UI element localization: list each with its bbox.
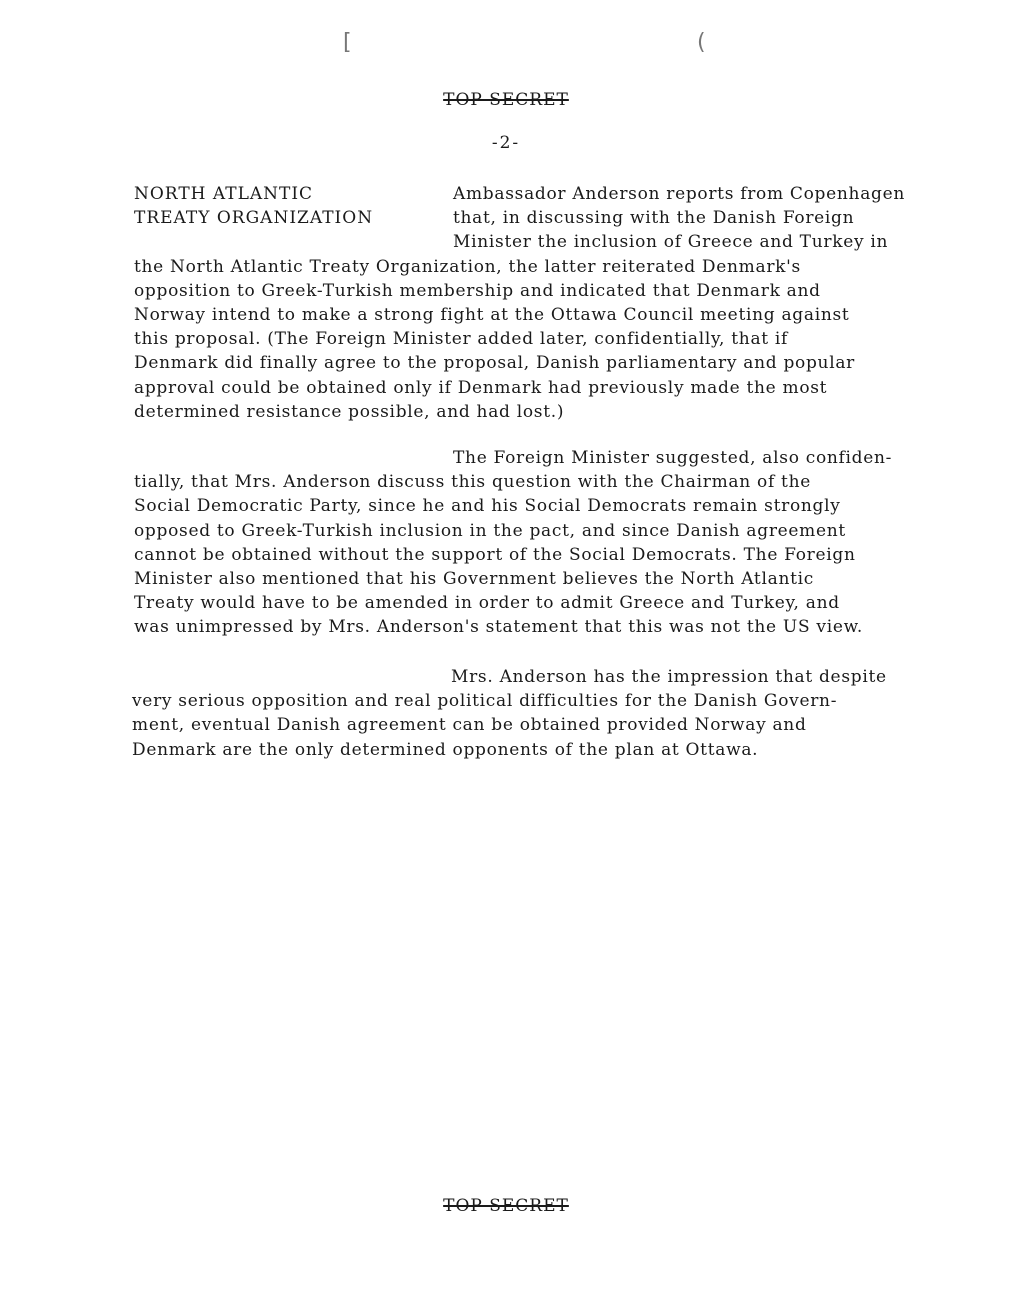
paragraph-line: Minister also mentioned that his Government believes the North Atlantic (134, 569, 814, 590)
paragraph-line: ment, eventual Danish agreement can be obtained provided Norway and (132, 715, 807, 736)
paragraph-line: Denmark did finally agree to the proposal, Danish parliamentary and popular (134, 353, 856, 374)
paragraph-2 (134, 446, 892, 640)
paragraph-line: opposition to Greek-Turkish membership and indicated that Denmark and (134, 280, 821, 301)
paragraph-line: Minister the inclusion of Greece and Turkey in (453, 232, 889, 253)
paragraph-line: opposed to Greek-Turkish inclusion in the pact, and since Danish agreement (134, 520, 846, 541)
paragraph-line: this proposal. (The Foreign Minister added later, confidentially, that if (134, 329, 789, 350)
paragraph-line: tially, that Mrs. Anderson discuss this question with the Chairman of the (134, 472, 811, 493)
paragraph-1 (134, 182, 905, 424)
paragraph-line: approval could be obtained only if Denmark had previously made the most (134, 377, 828, 398)
side-heading-line: NORTH ATLANTIC (134, 184, 314, 204)
paragraph-line: very serious opposition and real political difficulties for the Danish Govern- (132, 691, 838, 712)
paragraph-line: Treaty would have to be amended in order to admit Greece and Turkey, and (134, 593, 840, 614)
top-classification (0, 90, 1012, 110)
paragraph-line: determined resistance possible, and had lost.) (134, 401, 565, 422)
paragraph-line: cannot be obtained without the support of the Social Democrats. The Foreign (134, 544, 856, 565)
paragraph-line: that, in discussing with the Danish Foreign (453, 208, 855, 229)
bottom-classification (0, 1196, 1012, 1216)
paragraph-line: Social Democratic Party, since he and his Social Democrats remain strongly (134, 496, 841, 517)
paragraph-line: the North Atlantic Treaty Organization, the latter reiterated Denmark's (134, 256, 801, 277)
paragraph-line: Ambassador Anderson reports from Copenhagen (453, 184, 906, 204)
bottom-classification-text: TOP SECRET (443, 1196, 569, 1216)
page-number: -2- (491, 133, 521, 153)
paragraph-line: Denmark are the only determined opponents of the plan at Ottawa. (132, 739, 759, 760)
paragraph-line: The Foreign Minister suggested, also confiden- (453, 448, 893, 468)
top-classification-text: TOP SECRET (443, 90, 569, 110)
paragraph-line: Mrs. Anderson has the impression that despite (451, 667, 887, 687)
margin-mark-left: [ (343, 30, 352, 55)
paragraph-line: Norway intend to make a strong fight at the Ottawa Council meeting against (134, 305, 850, 326)
side-heading-line: TREATY ORGANIZATION (134, 208, 374, 228)
paragraph-line: was unimpressed by Mrs. Anderson's statement that this was not the US view. (134, 617, 863, 638)
paragraph-3 (132, 665, 887, 762)
margin-mark-right: ( (697, 30, 706, 55)
